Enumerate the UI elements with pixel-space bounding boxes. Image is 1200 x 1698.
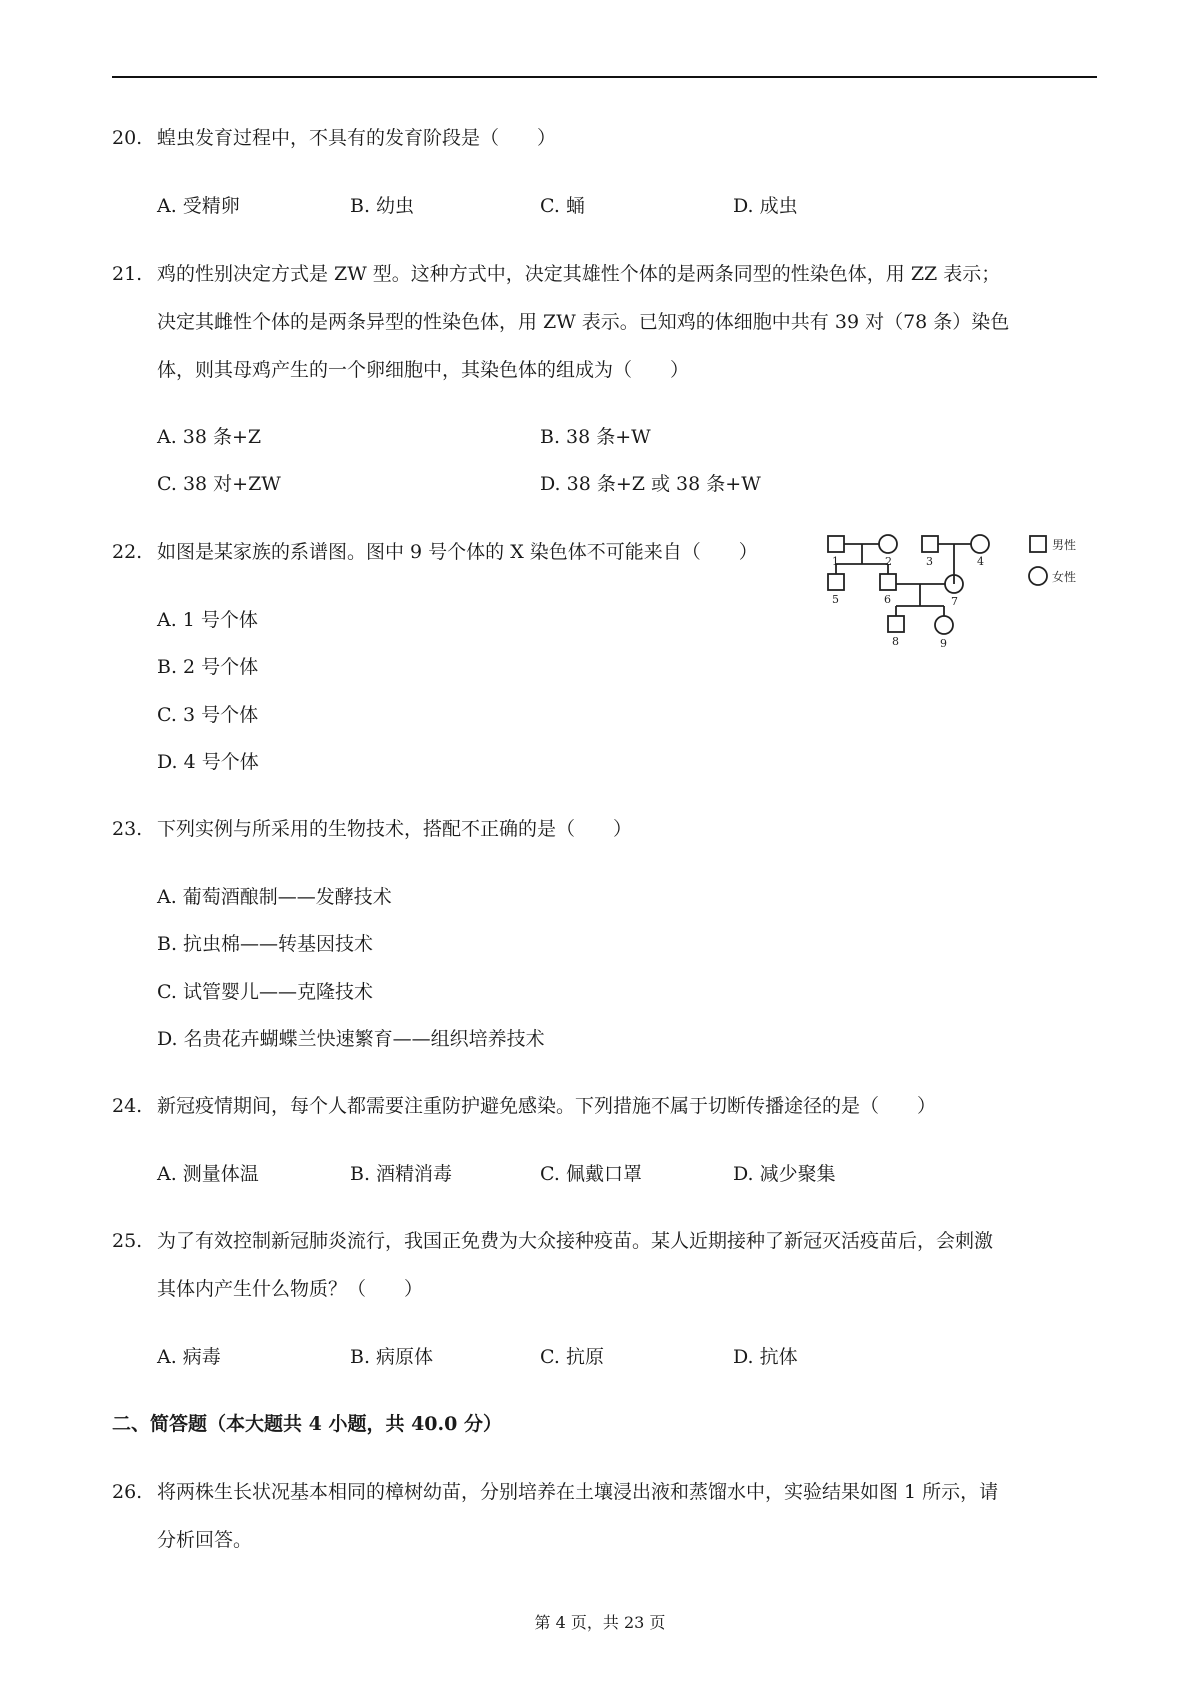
question-text: 鸡的性别决定方式是 ZW 型。这种方式中，决定其雄性个体的是两条同型的性染色体，用 ZZ 表示； xyxy=(157,263,1001,285)
male-symbol xyxy=(828,536,844,552)
pedigree-label: 3 xyxy=(926,555,933,568)
option: A. 病毒 xyxy=(157,1346,221,1368)
pedigree-label: 5 xyxy=(832,593,839,606)
question-text: 决定其雌性个体的是两条异型的性染色体，用 ZW 表示。已知鸡的体细胞中共有 39 对（78 条）染色 xyxy=(157,311,1010,333)
option: C. 抗原 xyxy=(540,1346,604,1368)
option: A. 受精卵 xyxy=(157,195,240,217)
pedigree-label: 4 xyxy=(977,555,984,568)
pedigree-label: 2 xyxy=(885,555,892,568)
question-number: 21. xyxy=(112,263,143,285)
female-symbol xyxy=(879,535,897,553)
pedigree-label: 8 xyxy=(892,635,899,648)
option: C. 试管婴儿——克隆技术 xyxy=(157,981,373,1003)
option: B. 38 条+W xyxy=(540,426,651,448)
male-symbol xyxy=(922,536,938,552)
option: B. 幼虫 xyxy=(350,195,415,217)
option: D. 38 条+Z 或 38 条+W xyxy=(540,473,761,495)
option: A. 测量体温 xyxy=(157,1163,259,1185)
pedigree-label: 6 xyxy=(884,593,891,606)
question-number: 26. xyxy=(112,1481,143,1503)
question-text: 为了有效控制新冠肺炎流行，我国正免费为大众接种疫苗。某人近期接种了新冠灭活疫苗后，会刺激 xyxy=(157,1230,994,1252)
question-text: 蝗虫发育过程中，不具有的发育阶段是（ ） xyxy=(157,127,557,149)
question-text: 其体内产生什么物质？（ ） xyxy=(157,1278,424,1300)
pedigree-label: 1 xyxy=(832,555,839,568)
option: D. 成虫 xyxy=(733,195,798,217)
question-number: 24. xyxy=(112,1095,143,1117)
option: C. 佩戴口罩 xyxy=(540,1163,642,1185)
question-text: 新冠疫情期间，每个人都需要注重防护避免感染。下列措施不属于切断传播途径的是（ ） xyxy=(157,1095,937,1117)
option: D. 减少聚集 xyxy=(733,1163,836,1185)
option: A. 1 号个体 xyxy=(157,609,258,631)
question-text: 分析回答。 xyxy=(157,1529,253,1551)
option: C. 3 号个体 xyxy=(157,704,259,726)
option: B. 病原体 xyxy=(350,1346,434,1368)
option: B. 抗虫棉——转基因技术 xyxy=(157,933,374,955)
pedigree-chart xyxy=(820,528,1100,678)
question-text: 体，则其母鸡产生的一个卵细胞中，其染色体的组成为（ ） xyxy=(157,359,690,381)
option: A. 38 条+Z xyxy=(157,426,262,448)
legend-female-label: 女性 xyxy=(1052,570,1077,584)
option: D. 4 号个体 xyxy=(157,751,259,773)
question-number: 25. xyxy=(112,1230,143,1252)
option: D. 名贵花卉蝴蝶兰快速繁育——组织培养技术 xyxy=(157,1028,545,1050)
legend-male-label: 男性 xyxy=(1052,538,1077,552)
question-number: 22. xyxy=(112,541,143,563)
female-symbol xyxy=(971,535,989,553)
male-symbol xyxy=(828,574,844,590)
pedigree-label: 9 xyxy=(940,637,947,650)
male-symbol xyxy=(880,574,896,590)
pedigree-label: 7 xyxy=(951,595,958,608)
header-rule xyxy=(112,76,1097,78)
option: C. 蛹 xyxy=(540,195,585,217)
male-symbol xyxy=(888,616,904,632)
question-number: 20. xyxy=(112,127,143,149)
page-footer: 第 4 页，共 23 页 xyxy=(534,1613,666,1632)
option: B. 2 号个体 xyxy=(157,656,259,678)
option: D. 抗体 xyxy=(733,1346,798,1368)
question-text: 如图是某家族的系谱图。图中 9 号个体的 X 染色体不可能来自（ ） xyxy=(157,541,758,563)
section-heading: 二、简答题（本大题共 4 小题，共 40.0 分） xyxy=(112,1413,502,1435)
question-text: 将两株生长状况基本相同的樟树幼苗，分别培养在土壤浸出液和蒸馏水中，实验结果如图 1 所示，请 xyxy=(157,1481,999,1503)
legend-male-symbol xyxy=(1030,536,1046,552)
option: A. 葡萄酒酿制——发酵技术 xyxy=(157,886,392,908)
option: B. 酒精消毒 xyxy=(350,1163,453,1185)
female-symbol xyxy=(935,616,953,634)
question-text: 下列实例与所采用的生物技术，搭配不正确的是（ ） xyxy=(157,818,633,840)
legend-female-symbol xyxy=(1029,567,1047,585)
option: C. 38 对+ZW xyxy=(157,473,281,495)
question-number: 23. xyxy=(112,818,143,840)
